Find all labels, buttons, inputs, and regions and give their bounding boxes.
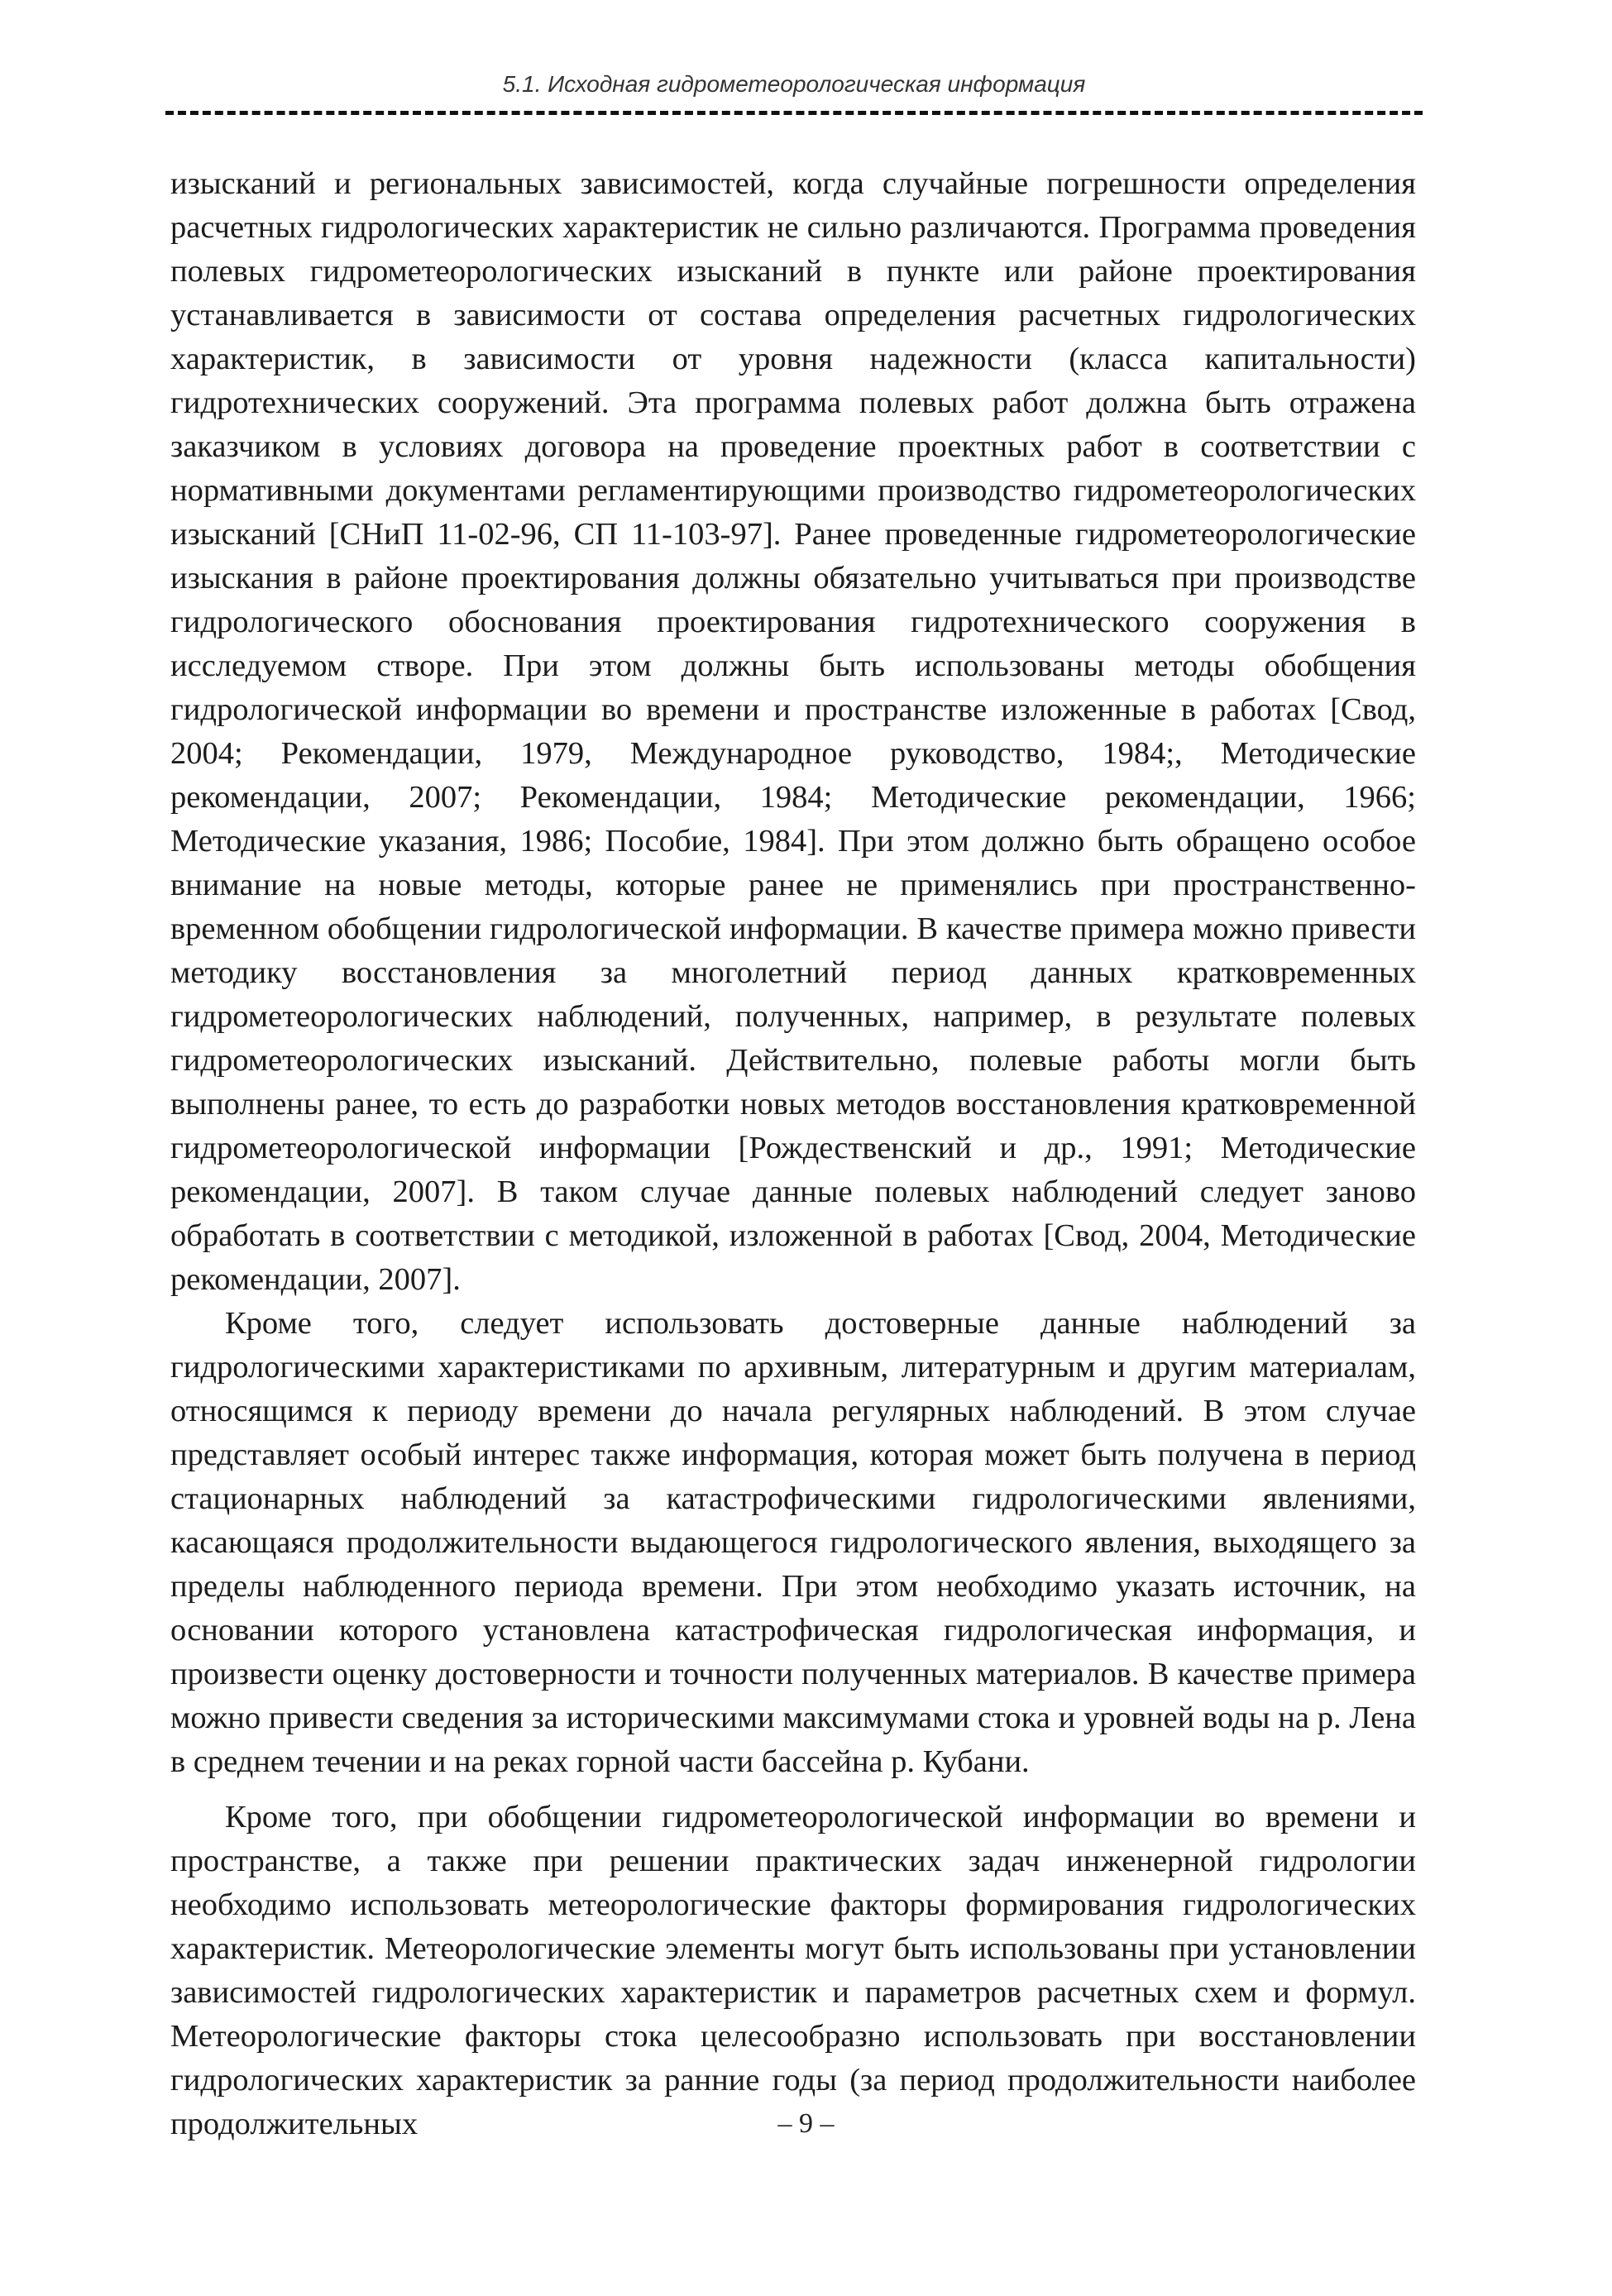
page-number: – 9 – bbox=[777, 2108, 835, 2139]
paragraph-3: Кроме того, при обобщении гидрометеорологической информации во времени и пространстве, а также при решении практических задач инженерной гидрологии необходимо использовать метеорологические факторы формирования гидрологических характеристик. Метеорологические элементы могут быть использованы при установлении зависимостей гидрологических характеристик и параметров расчетных схем и формул. Метеорологические факторы стока целесообразно использовать при восстановлении гидрологических характеристик за ранние годы (за период продолжительности наиболее продолжительных bbox=[170, 1800, 1416, 2141]
paragraph-1: изысканий и региональных зависимостей, когда случайные погрешности определения расчетных гидрологических характеристик не сильно различаются. Программа проведения полевых гидрометеорологических изысканий в пункте или районе проектирования устанавливается в зависимости от состава определения расчетных гидрологических характеристик, в зависимости от уровня надежности (класса капитальности) гидротехнических сооружений. Эта программа полевых работ должна быть отражена заказчиком в условиях договора на проведение проектных работ в соответствии с нормативными документами регламентирующими производство гидрометеорологических изысканий [СНиП 11-02-96, СП 11-103-97]. Ранее проведенные гидрометеорологические изыскания в районе проектирования должны обязательно учитываться при производстве гидрологического обоснования проектирования гидротехнического сооружения в исследуемом створе. При этом должны быть использованы методы обобщения гидрологической информации во времени и пространстве изложенные в работах [Свод, 2004; Рекомендации, 1979, Международное руководство, 1984;, Методические рекомендации, 2007; Рекомендации, 1984; Методические рекомендации, 1966; Методические указания, 1986; Пособие, 1984]. При этом должно быть обращено особое внимание на новые методы, которые ранее не применялись при пространственно-временном обобщении гидрологической информации. В качестве примера можно привести методику восстановления за многолетний период данных кратковременных гидрометеорологических наблюдений, полученных, например, в результате полевых гидрометеорологических изысканий. Действительно, полевые работы могли быть выполнены ранее, то есть до разработки новых методов восстановления кратковременной гидрометеорологической информации [Рождественский и др., 1991; Методические рекомендации, 2007]. В таком случае данные полевых наблюдений следует заново обработать в соответствии с методикой, изложенной в работах [Свод, 2004, Методические рекомендации, 2007]. bbox=[170, 166, 1416, 1297]
paragraph-2: Кроме того, следует использовать достоверные данные наблюдений за гидрологическими характеристиками по архивным, литературным и другим материалам, относящимся к периоду времени до начала регулярных наблюдений. В этом случае представляет особый интерес также информация, которая может быть получена в период стационарных наблюдений за катастрофическими гидрологическими явлениями, касающаяся продолжительности выдающегося гидрологического явления, выходящего за пределы наблюденного периода времени. При этом необходимо указать источник, на основании которого установлена катастрофическая гидрологическая информация, и произвести оценку достоверности и точности полученных материалов. В качестве примера можно привести сведения за историческими максимумами стока и уровней воды на р. Лена в среднем течении и на реках горной части бассейна р. Кубани. bbox=[170, 1306, 1416, 1779]
header-divider bbox=[165, 111, 1423, 115]
body-text bbox=[170, 162, 1416, 2146]
running-header: 5.1. Исходная гидрометеорологическая информация bbox=[502, 71, 1086, 97]
